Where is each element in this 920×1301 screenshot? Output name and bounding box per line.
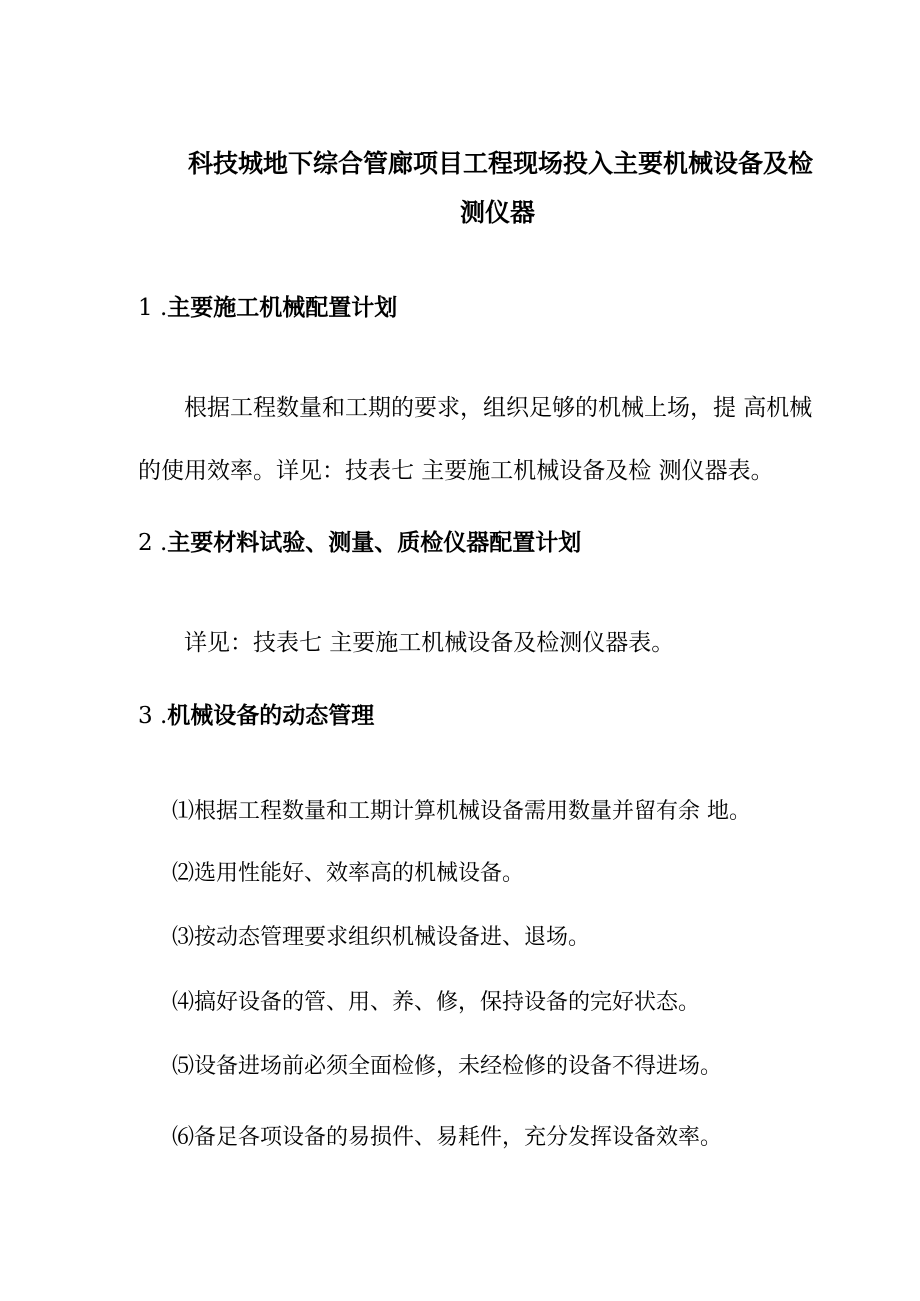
section-3-heading-text: 机械设备的动态管理 xyxy=(167,702,375,729)
section-2-paragraph: 详见：技表七 主要施工机械设备及检测仪器表。 xyxy=(184,630,675,656)
document-title-line-2: 测仪器 xyxy=(459,198,535,227)
list-item: ⑵选用性能好、效率高的机械设备。 xyxy=(172,861,525,886)
document-title-line-1: 科技城地下综合管廊项目工程现场投入主要机械设备及检 xyxy=(188,149,814,178)
list-item: ⑴根据工程数量和工期计算机械设备需用数量并留有余 地。 xyxy=(172,799,751,824)
section-1-number: 1 . xyxy=(138,295,168,321)
list-item: ⑸设备进场前必须全面检修，未经检修的设备不得进场。 xyxy=(172,1054,723,1079)
section-2-heading-text: 主要材料试验、测量、质检仪器配置计划 xyxy=(167,529,582,556)
section-1-paragraph-line-1: 根据工程数量和工期的要求，组织足够的机械上场，提 高机械 xyxy=(184,395,813,421)
section-1-paragraph-line-2: 的使用效率。详见：技表七 主要施工机械设备及检 测仪器表。 xyxy=(138,458,774,484)
section-3-heading xyxy=(138,697,374,730)
section-2-heading xyxy=(138,524,581,557)
list-item: ⑹备足各项设备的易损件、易耗件，充分发挥设备效率。 xyxy=(172,1125,723,1150)
section-3-number: 3 . xyxy=(138,703,168,729)
section-1-heading-text: 主要施工机械配置计划 xyxy=(167,294,398,321)
list-item: ⑷搞好设备的管、用、养、修，保持设备的完好状态。 xyxy=(172,990,701,1015)
section-1-heading xyxy=(138,289,397,322)
list-item: ⑶按动态管理要求组织机械设备进、退场。 xyxy=(172,925,591,950)
section-2-number: 2 . xyxy=(138,530,168,556)
